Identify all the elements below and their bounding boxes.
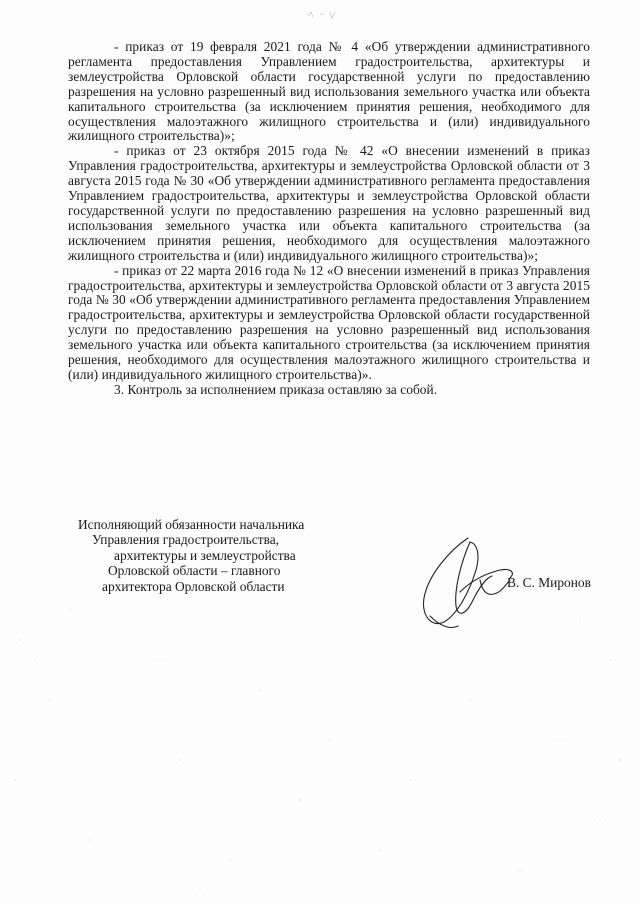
control-clause-paragraph: 3. Контроль за исполнением приказа оставляю за собой.	[114, 381, 438, 397]
document-body	[68, 40, 590, 398]
scan-mark	[300, 4, 360, 24]
order-item-paragraph: - приказ от 19 февраля 2021 года № 4 «Об утверждении административного регламента предоставления Управлением градостроительства, архитектуры и землеустройства Орловской области государственной услуги по предоставлению разрешения на условно разрешенный вид использования земельного участка или объекта капитального строительства (за исключением принятия решения, необходимого для осуществления малоэтажного жилищного строительства и (или) индивидуального жилищного строительства)»;	[68, 39, 590, 144]
handwritten-signature	[410, 530, 520, 640]
signer-name: В. С. Миронов	[507, 575, 591, 590]
signatory-title	[78, 517, 328, 594]
signatory-title-line: Орловской области – главного	[108, 563, 281, 579]
signatory-title-line: архитектуры и землеустройства	[114, 547, 296, 563]
signatory-title-line: Управления градостроительства,	[92, 532, 280, 548]
signatory-title-line: архитектора Орловской области	[102, 578, 285, 594]
signatory-title-line: Исполняющий обязанности начальника	[78, 517, 305, 532]
order-item-paragraph: - приказ от 23 октября 2015 года № 42 «О внесении изменений в приказ Управления градостроительства, архитектуры и землеустройства Орловской области от 3 августа 2015 года № 30 «Об утверждении административного регламента предоставления Управлением градостроительства, архитектуры и землеустройства Орловской области государственной услуги по предоставлению разрешения на условно разрешенный вид использования земельного участка или объекта капитального строительства (за исключением принятия решения, необходимого для осуществления малоэтажного жилищного строительства и (или) индивидуального жилищного строительства)»;	[68, 143, 590, 263]
order-item-paragraph: - приказ от 22 марта 2016 года № 12 «О внесении изменений в приказ Управления градостроительства, архитектуры и землеустройства Орловской области от 3 августа 2015 года № 30 «Об утверждении административного регламента предоставления Управлением градостроительства, архитектуры и землеустройства Орловской области государственной услуги по предоставлению разрешения на условно разрешенный вид использования земельного участка или объекта капитального строительства (за исключением принятия решения, необходимого для осуществления малоэтажного жилищного строительства и (или) индивидуального жилищного строительства)».	[68, 262, 590, 382]
